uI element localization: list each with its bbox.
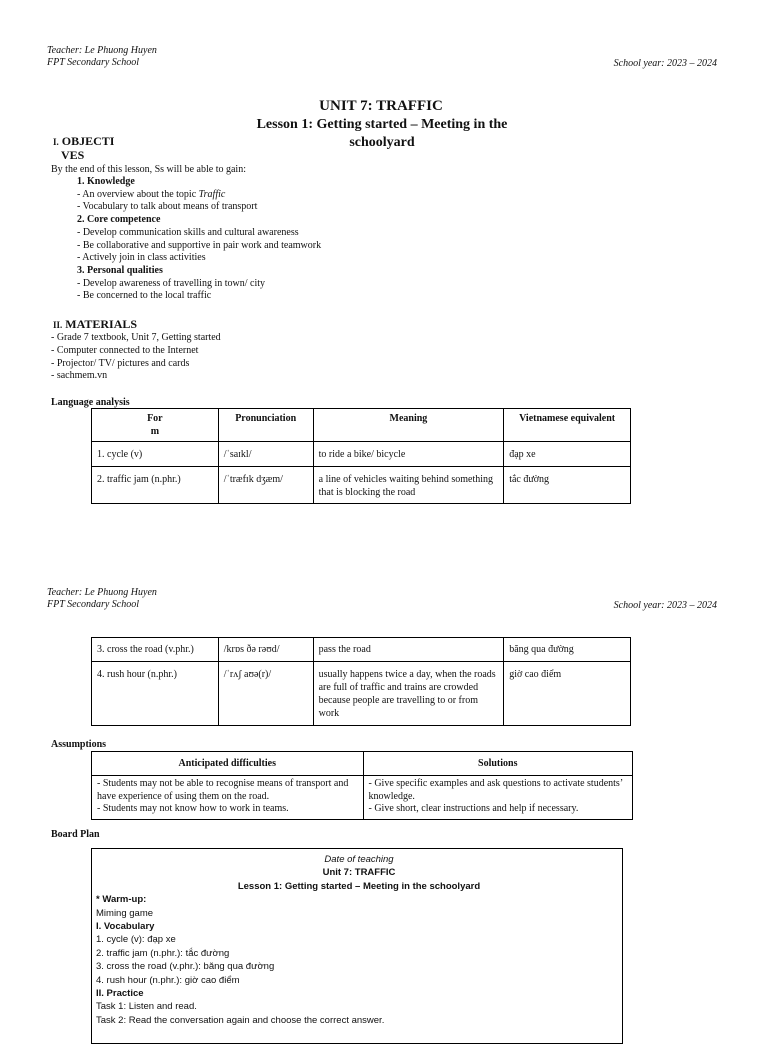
teacher-name: Teacher: Le Phuong Huyen [47,45,157,56]
col-header-difficulties: Anticipated difficulties [92,752,364,776]
cell-pronunciation: /krɒs ðə rəʊd/ [218,638,313,662]
materials-heading: II. MATERIALS [53,317,138,331]
col-header-solutions: Solutions [363,752,633,776]
col-header-pronunciation: Pronunciation [218,409,313,442]
cell-meaning: to ride a bike/ bicycle [313,442,504,467]
knowledge-item: - Vocabulary to talk about means of transport [77,201,258,213]
cell-vietnamese: giờ cao điểm [504,662,631,726]
cell-form: 4. rush hour (n.phr.) [92,662,219,726]
table-row [92,662,631,726]
cell-vietnamese: băng qua đường [504,638,631,662]
board-vocab-heading: I. Vocabulary [96,921,155,933]
table-row [92,638,631,662]
cell-vietnamese: tắc đường [504,467,631,504]
teacher-name: Teacher: Le Phuong Huyen [47,587,157,598]
language-analysis-table-continued [91,637,631,726]
core-item: - Be collaborative and supportive in pair work and teamwork [77,239,322,251]
school-name: FPT Secondary School [47,599,140,610]
board-practice-heading: II. Practice [96,988,144,1000]
core-competence-label: 2. Core competence [77,214,161,226]
table-header-row [92,752,633,776]
board-unit: Unit 7: TRAFFIC [322,867,396,879]
school-name: FPT Secondary School [47,57,140,68]
cell-form: 3. cross the road (v.phr.) [92,638,219,662]
board-date: Date of teaching [324,854,394,865]
col-header-vietnamese: Vietnamese equivalent [504,409,631,442]
materials-item: - Grade 7 textbook, Unit 7, Getting started [51,332,221,343]
cell-vietnamese: đạp xe [504,442,631,467]
col-header-form: For m [92,409,219,442]
objectives-intro: By the end of this lesson, Ss will be able to gain: [51,164,246,175]
board-task: Task 2: Read the conversation again and choose the correct answer. [96,1014,385,1026]
objectives-heading: I. OBJECTI VES [53,134,115,162]
core-item: - Develop communication skills and cultural awareness [77,226,299,238]
board-lesson: Lesson 1: Getting started – Meeting in the schoolyard [237,880,481,892]
board-vocab-item: 4. rush hour (n.phr.): giờ cao điểm [96,974,240,986]
materials-item: - sachmem.vn [51,370,108,382]
school-year: School year: 2023 – 2024 [613,58,717,69]
cell-difficulties: - Students may not be able to recognise means of transport and have experience of using them on the road. - Students may not know how to work in teams. [92,776,364,820]
cell-meaning: pass the road [313,638,504,662]
table-row [92,442,631,467]
cell-pronunciation: /ˈrʌʃ aʊə(r)/ [218,662,313,726]
board-task: Task 1: Listen and read. [96,1001,197,1013]
cell-solutions: - Give specific examples and ask questions to activate students’ knowledge. - Give short, clear instructions and help if necessary. [363,776,633,820]
table-row [92,467,631,504]
table-row [92,776,633,820]
personal-item: - Develop awareness of travelling in town/ city [77,277,265,289]
board-vocab-item: 3. cross the road (v.phr.): băng qua đường [96,961,275,973]
materials-list [51,332,221,383]
personal-qualities-label: 3. Personal qualities [77,264,163,276]
objectives-list [77,176,321,303]
lesson-title: Lesson 1: Getting started – Meeting in the schoolyard [256,117,508,150]
school-year: School year: 2023 – 2024 [613,600,717,611]
cell-pronunciation: /ˈsaɪkl/ [218,442,313,467]
board-warmup: * Warm-up: [96,894,147,906]
language-analysis-heading: Language analysis [51,397,130,408]
board-miming: Miming game [96,907,154,919]
materials-item: - Computer connected to the Internet [51,344,199,356]
cell-meaning: a line of vehicles waiting behind something that is blocking the road [313,467,504,504]
unit-title: UNIT 7: TRAFFIC [319,98,443,114]
cell-form: 2. traffic jam (n.phr.) [92,467,219,504]
materials-item: - Projector/ TV/ pictures and cards [51,357,190,369]
col-header-meaning: Meaning [313,409,504,442]
board-plan-heading: Board Plan [51,829,100,840]
knowledge-item: - An overview about the topic Traffic [77,188,226,200]
personal-item: - Be concerned to the local traffic [77,290,212,302]
cell-meaning: usually happens twice a day, when the roads are full of traffic and trains are crowded because people are travelling to or from work [313,662,504,726]
assumptions-table [91,751,633,820]
assumptions-heading: Assumptions [51,739,107,750]
language-analysis-table [91,408,631,504]
board-vocab-item: 1. cycle (v): đạp xe [96,934,176,946]
core-item: - Actively join in class activities [77,252,206,264]
table-header-row [92,409,631,442]
board-plan-box [91,848,623,1044]
cell-form: 1. cycle (v) [92,442,219,467]
cell-pronunciation: /ˈtræfɪk dʒæm/ [218,467,313,504]
page2-header-left [47,587,157,611]
knowledge-label: 1. Knowledge [77,176,135,187]
board-vocab-item: 2. traffic jam (n.phr.): tắc đường [96,947,230,959]
page1-header-left [47,45,157,69]
